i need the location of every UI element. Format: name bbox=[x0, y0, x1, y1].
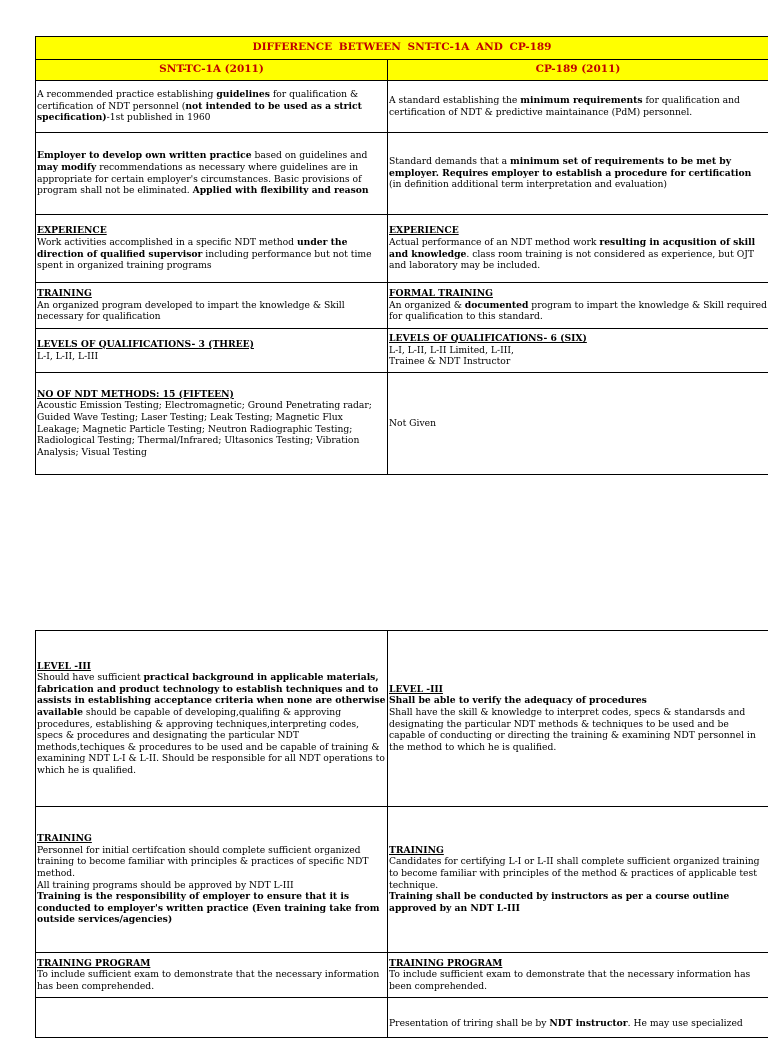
cell-training-snt: TRAINING An organized program developed to impart the knowledge & Skill necessary for qualification bbox=[36, 283, 388, 329]
heading-program-cp189: TRAINING PROGRAM bbox=[389, 958, 767, 970]
cell-intro-cp189: A standard establishing the minimum requirements for qualification and certification of NDT & predictive maintainance (PdM) personnel. bbox=[388, 81, 768, 133]
heading-levels-snt: LEVELS OF QUALIFICATIONS- 3 (THREE) bbox=[37, 339, 386, 351]
heading-level3-snt: LEVEL -III bbox=[37, 661, 386, 673]
cell-levels-snt: LEVELS OF QUALIFICATIONS- 3 (THREE) L-I, L-II, L-III bbox=[36, 329, 388, 373]
heading-training2-snt: TRAINING bbox=[37, 833, 386, 845]
cell-practice-snt: Employer to develop own written practice based on guidelines and may modify recommendations as necessary where guidelines are in appropriate for certain employer's circumstances. Basic provisions of program shall not be eliminated. Applied with flexibility and reason bbox=[36, 133, 388, 215]
cell-training2-cp189: TRAINING Candidates for certifying L-I or L-II shall complete sufficient organized training to become familiar with principles of the method & practices of applicable test technique. Training shall be conducted by instructors as per a course outline approved by an NDT L-III bbox=[388, 807, 768, 953]
cell-experience-snt: EXPERIENCE Work activities accomplished in a specific NDT method under the direction of qualified supervisor including performance but not time spent in organized training programs bbox=[36, 215, 388, 283]
column-header-snt: SNT-TC-1A (2011) bbox=[36, 60, 388, 81]
cell-levels-cp189: LEVELS OF QUALIFICATIONS- 6 (SIX) L-I, L-II, L-II Limited, L-III, Trainee & NDT Instructor bbox=[388, 329, 768, 373]
cell-experience-cp189: EXPERIENCE Actual performance of an NDT method work resulting in acqusition of skill and knowledge. class room training is not considered as experience, but OJT and laboratory may be included. bbox=[388, 215, 768, 283]
cell-practice-cp189: Standard demands that a minimum set of requirements to be met by employer. Requires employer to establish a procedure for certification (in definition additional term interpretation and evaluation) bbox=[388, 133, 768, 215]
cell-level3-cp189: LEVEL -III Shall be able to verify the adequacy of procedures Shall have the skill & knowledge to interpret codes, specs & standarsds and designating the particular NDT methods & techniques to be used and be capable of conducting or directing the training & examining NDT personnel in the method to which he is qualified. bbox=[388, 631, 768, 807]
cell-level3-snt: LEVEL -III Should have sufficient practical background in applicable materials, fabrication and product technology to establish techniques and to assists in establishing acceptance criteria when none are otherwise available should be capable of developing,qualifing & approving procedures, establishing & approving techniques,interpreting codes, specs & procedures and designating the particular NDT methods,techiques & procedures to be used and be capable of training & examining NDT L-I & L-II. Should be responsible for all NDT operations to which he is qualified. bbox=[36, 631, 388, 807]
heading-experience-cp189: EXPERIENCE bbox=[389, 225, 767, 237]
comparison-table-top bbox=[35, 36, 768, 475]
table-title: DIFFERENCE BETWEEN SNT-TC-1A AND CP-189 bbox=[36, 37, 768, 60]
heading-program-snt: TRAINING PROGRAM bbox=[37, 958, 386, 970]
heading-methods-snt: NO OF NDT METHODS: 15 (FIFTEEN) bbox=[37, 389, 386, 401]
cell-presentation-cp189: Presentation of triring shall be by NDT instructor. He may use specialized bbox=[388, 998, 768, 1038]
heading-level3-cp189: LEVEL -III bbox=[389, 684, 767, 696]
cell-methods-snt: NO OF NDT METHODS: 15 (FIFTEEN) Acoustic Emission Testing; Electromagnetic; Ground Penetrating radar; Guided Wave Testing; Laser Testing; Leak Testing; Magnetic Flux Leakage; Magnetic Particle Testing; Neutron Radiographic Testing; Radiological Testing; Thermal/Infrared; Ultasonics Testing; Vibration Analysis; Visual Testing bbox=[36, 373, 388, 475]
heading-training-snt: TRAINING bbox=[37, 288, 386, 300]
cell-training-cp189: FORMAL TRAINING An organized & documented program to impart the knowledge & Skill required for qualification to this standard. bbox=[388, 283, 768, 329]
cell-presentation-snt bbox=[36, 998, 388, 1038]
heading-levels-cp189: LEVELS OF QUALIFICATIONS- 6 (SIX) bbox=[389, 333, 767, 345]
heading-formal-training-cp189: FORMAL TRAINING bbox=[389, 288, 767, 300]
cell-program-cp189: TRAINING PROGRAM To include sufficient exam to demonstrate that the necessary information has been comprehended. bbox=[388, 953, 768, 998]
cell-program-snt: TRAINING PROGRAM To include sufficient exam to demonstrate that the necessary information has been comprehended. bbox=[36, 953, 388, 998]
cell-methods-cp189: Not Given bbox=[388, 373, 768, 475]
heading-training2-cp189: TRAINING bbox=[389, 845, 767, 857]
heading-experience-snt: EXPERIENCE bbox=[37, 225, 386, 237]
cell-intro-snt: A recommended practice establishing guidelines for qualification & certification of NDT personnel (not intended to be used as a strict specification)-1st published in 1960 bbox=[36, 81, 388, 133]
cell-training2-snt: TRAINING Personnel for initial certifcation should complete sufficient organized training to become familiar with principles & practices of specific NDT method. All training programs should be approved by NDT L-III Training is the responsibility of employer to ensure that it is conducted to employer's written practice (Even training take from outside services/agencies) bbox=[36, 807, 388, 953]
column-header-cp189: CP-189 (2011) bbox=[388, 60, 768, 81]
comparison-table-bottom bbox=[35, 630, 768, 1038]
